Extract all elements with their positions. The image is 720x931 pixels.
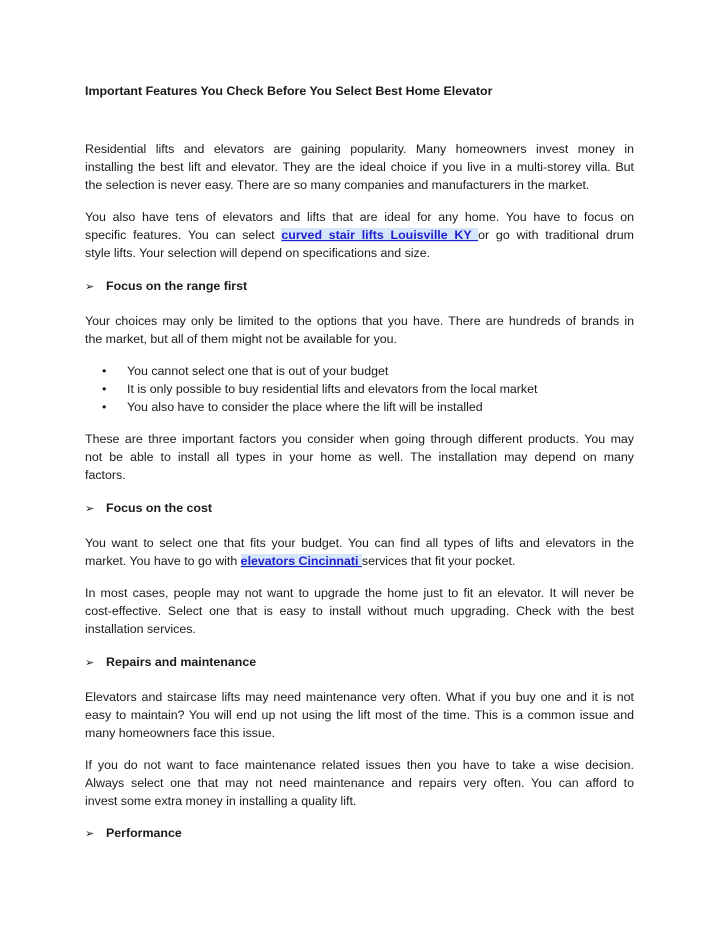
list-item (85, 398, 634, 416)
list-item (85, 362, 634, 380)
paragraph-choices (85, 312, 634, 348)
bullet-dot-icon: • (102, 364, 107, 378)
paragraph-factors (85, 430, 634, 484)
section-heading-range (85, 277, 247, 296)
text-line (85, 552, 634, 570)
paragraph-upgrade (85, 584, 634, 638)
text-line (85, 226, 634, 244)
paragraph-intro (85, 140, 634, 194)
paragraph-budget (85, 534, 634, 570)
section-heading-cost (85, 499, 212, 518)
arrow-bullet-icon: ➢ (85, 281, 95, 293)
paragraph-wise-decision (85, 756, 634, 810)
list-item (85, 380, 634, 398)
arrow-bullet-icon: ➢ (85, 503, 95, 515)
text-line: You also have tens of elevators and lifts that are ideal for any home. You have to focus on (85, 210, 634, 224)
text-line: If you do not want to face maintenance related issues then you have to take a wise decision. (85, 758, 634, 772)
link-elevators-cincinnati[interactable]: elevators Cincinnati (240, 554, 362, 568)
document-title: Important Features You Check Before You Select Best Home Elevator (85, 84, 493, 98)
section-heading-repairs (85, 653, 256, 672)
text-line: factors. (85, 468, 126, 482)
heading-text: Focus on the range first (106, 279, 248, 293)
text-line: Your choices may only be limited to the options that you have. There are hundreds of brands in (85, 314, 634, 328)
text-line: the market, but all of them might not be available for you. (85, 332, 397, 346)
text-line: Residential lifts and elevators are gaining popularity. Many homeowners invest money in (85, 142, 634, 156)
text-line: the selection is never easy. There are so many companies and manufacturers in the market. (85, 178, 590, 192)
heading-text: Performance (106, 826, 182, 840)
text-segment: market. You have to go with (85, 554, 241, 568)
text-line: In most cases, people may not want to upgrade the home just to fit an elevator. It will never be (85, 586, 634, 600)
text-line: installation services. (85, 622, 196, 636)
link-curved-stair-lifts[interactable]: curved stair lifts Louisville KY (281, 228, 479, 242)
arrow-bullet-icon: ➢ (85, 657, 95, 669)
list-item-text: You cannot select one that is out of your budget (127, 364, 389, 378)
bullet-list (85, 362, 634, 416)
list-item-text: You also have to consider the place where the lift will be installed (127, 400, 483, 414)
text-line: invest some extra money in installing a quality lift. (85, 794, 357, 808)
heading-text: Focus on the cost (106, 501, 213, 515)
text-line: many homeowners face this issue. (85, 726, 276, 740)
bullet-dot-icon: • (102, 382, 107, 396)
text-segment: services that fit your pocket. (361, 554, 516, 568)
text-line: not be able to install all types in your home as well. The installation may depend on many (85, 450, 634, 464)
text-line: cost-effective. Select one that is easy to install without much upgrading. Check with the best (85, 604, 634, 618)
bullet-dot-icon: • (102, 400, 107, 414)
heading-text: Repairs and maintenance (106, 655, 257, 669)
text-segment: specific features. You can select (85, 228, 282, 242)
arrow-bullet-icon: ➢ (85, 828, 95, 840)
paragraph-maintenance (85, 688, 634, 742)
text-line: You want to select one that fits your budget. You can find all types of lifts and elevators in the (85, 536, 634, 550)
section-heading-performance (85, 824, 182, 843)
text-line: style lifts. Your selection will depend on specifications and size. (85, 246, 431, 260)
text-line: Elevators and staircase lifts may need maintenance very often. What if you buy one and it is not (85, 690, 634, 704)
text-line: installing the best lift and elevator. They are the ideal choice if you live in a multi-storey villa. But (85, 160, 634, 174)
text-line: Always select one that may not need maintenance and repairs very often. You can afford to (85, 776, 634, 790)
paragraph-stair-lifts (85, 208, 634, 262)
text-line: These are three important factors you consider when going through different products. You may (85, 432, 634, 446)
text-line: easy to maintain? You will end up not using the lift most of the time. This is a common issue and (85, 708, 634, 722)
text-segment: or go with traditional drum (478, 228, 634, 242)
list-item-text: It is only possible to buy residential lifts and elevators from the local market (127, 382, 538, 396)
